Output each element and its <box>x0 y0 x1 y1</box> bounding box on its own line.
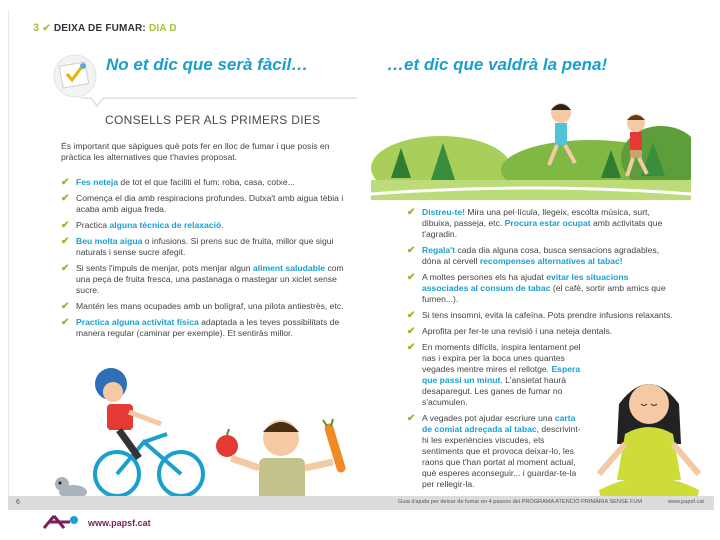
meditating-woman-illustration <box>589 364 709 504</box>
check-icon: ✔ <box>61 177 70 188</box>
intro-text: És important que sàpigues què pots fer en lloc de fumar i que posis en pràctica les alternatives que t'havies proposat. <box>61 141 330 162</box>
header-day: DIA D <box>148 23 177 34</box>
list-item: ✔ Si tens insomni, evita la cafeïna. Pots prendre infusions relaxants. <box>407 310 673 321</box>
footer-text: Guia d'ajuda per deixar de fumar en 4 passos del PROGRAMA ATENCIÓ PRIMÀRIA SENSE FUM <box>398 499 643 505</box>
list-item: ✔ Fes neteja de tot el que faciliti el fum: roba, casa, cotxe... <box>61 177 295 188</box>
check-icon: ✔ <box>407 207 416 218</box>
man-with-fruit-illustration <box>209 418 359 506</box>
check-icon: ✔ <box>61 220 70 231</box>
check-icon: ✔ <box>407 342 416 353</box>
check-icon: ✔ <box>407 310 416 321</box>
footer-url: www.papsf.cat <box>667 499 704 505</box>
check-icon: ✔ <box>407 413 416 424</box>
check-icon: ✔ <box>61 263 70 274</box>
list-item: ✔ Aprofita per fer-te una revisió i una neteja dentals. <box>407 326 613 337</box>
list-item: ✔ A moltes persones els ha ajudat evitar les situacions associades al consum de tabac (el cafè, sortir amb amics que fumen...). <box>407 272 666 304</box>
list-item: ✔ Practica alguna activitat física adaptada a les teves possibilitats de manera regular (caminar per exemple). Et sentiràs millor. <box>61 317 340 338</box>
list-item: ✔ En moments difícils, inspira lentament pel nas i expira per la boca unes quantes vegades mentre mires el rellotge. Espera que passi un minut. L'ansietat haurà desaparegut. Les ganes de fumar no s'acumulen. <box>407 342 581 407</box>
left-tips-list <box>61 177 353 344</box>
list-item: ✔ Comença el dia amb respiracions profundes. Dutxa't amb aigua tèbia i acaba amb aigua freda. <box>61 193 344 214</box>
check-icon: ✔ <box>42 23 51 34</box>
check-icon: ✔ <box>407 272 416 283</box>
list-item: ✔ A vegades pot ajudar escriure una carta de comiat adreçada al tabac, descrivint-hi les experiències viscudes, els sentiments que et provoca deixar-lo, les raons que t'han portat al moment actual, què esperes aconseguir... i guardar-te-la per rellegir-la. <box>407 413 581 489</box>
check-icon: ✔ <box>61 193 70 204</box>
check-icon: ✔ <box>61 236 70 247</box>
step-number: 3 <box>33 22 40 34</box>
list-item: ✔ Regala't cada dia alguna cosa, busca sensacions agradables, dóna al cervell recompenses alternatives al tabac! <box>407 245 660 266</box>
list-item: ✔ Mantén les mans ocupades amb un bolígraf, una pilota antiestrès, etc. <box>61 301 344 312</box>
check-icon: ✔ <box>61 317 70 328</box>
document-page <box>8 10 714 508</box>
title-left: No et dic que serà fàcil… <box>106 55 309 74</box>
list-item: ✔ Distreu-te! Mira una pel·lícula, llegeix, escolta música, surt, dibuixa, passeja, etc. Procura estar ocupat amb activitats que t'agradin. <box>407 207 663 239</box>
check-icon: ✔ <box>407 245 416 256</box>
calendar-note-illustration <box>49 54 101 98</box>
title-right: …et dic que valdrà la pena! <box>387 55 608 74</box>
logo-url[interactable]: www.papsf.cat <box>88 518 151 528</box>
landscape-runners-illustration <box>371 98 691 200</box>
check-icon: ✔ <box>61 301 70 312</box>
section-title: CONSELLS PER ALS PRIMERS DIES <box>105 113 321 127</box>
list-item: ✔ Si sents l'impuls de menjar, pots menjar algun aliment saludable com una peça de fruita fresca, una pastanaga o mastegar un xiclet sense sucre. <box>61 263 344 295</box>
page-footer <box>8 496 714 510</box>
list-item: ✔ Practica alguna tècnica de relaxació. <box>61 220 224 231</box>
check-icon: ✔ <box>407 326 416 337</box>
header-text: DEIXA DE FUMAR: <box>53 23 146 34</box>
page-header <box>33 22 177 34</box>
papsf-logo-icon <box>40 512 84 532</box>
speech-bubble-line <box>79 96 359 110</box>
list-item: ✔ Beu molta aigua o infusions. Si prens suc de fruita, millor que sigui naturals i sense sucre afegit. <box>61 236 334 257</box>
page-number: 6 <box>16 499 20 506</box>
cyclist-illustration <box>89 362 209 502</box>
left-margin <box>0 0 8 540</box>
